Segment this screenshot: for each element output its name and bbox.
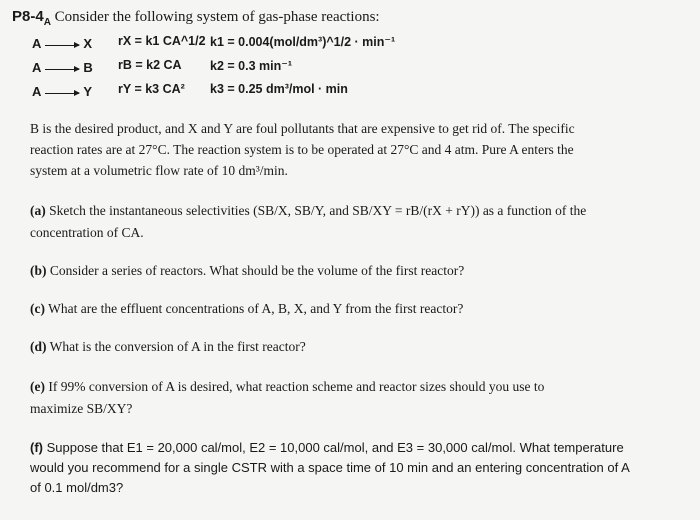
reaction-2: A B bbox=[32, 60, 93, 75]
rate-constant-2: k2 = 0.3 min⁻¹ bbox=[210, 59, 292, 73]
reaction-arrow bbox=[45, 93, 79, 94]
question-e: (e) If 99% conversion of A is desired, what reaction scheme and reactor sizes should you use to maximize SB/XY? bbox=[30, 379, 545, 416]
question-f: (f) Suppose that E1 = 20,000 cal/mol, E2 = 10,000 cal/mol, and E3 = 30,000 cal/mol. What temperature would you recommend for a single CSTR with a space time of 10 min and an entering concentration of A of 0.1 mol/dm3? bbox=[30, 440, 630, 495]
rate-law-3: rY = k3 CA² bbox=[118, 82, 185, 96]
rate-law-1: rX = k1 CA^1/2 bbox=[118, 34, 206, 48]
rate-constant-3: k3 = 0.25 dm³/mol · min bbox=[210, 82, 348, 96]
rate-constant-1: k1 = 0.004(mol/dm³)^1/2 · min⁻¹ bbox=[210, 35, 396, 49]
question-c: (c) What are the effluent concentrations of A, B, X, and Y from the first reactor? bbox=[30, 301, 464, 316]
question-b: (b) Consider a series of reactors. What should be the volume of the first reactor? bbox=[30, 263, 465, 278]
question-a: (a) Sketch the instantaneous selectivities (SB/X, SB/Y, and SB/XY = rB/(rX + rY)) as a function of the concentration of CA. bbox=[30, 203, 587, 240]
question-d: (d) What is the conversion of A in the first reactor? bbox=[30, 339, 306, 354]
problem-title bbox=[12, 8, 380, 28]
reaction-3: A Y bbox=[32, 84, 93, 99]
reaction-1: A X bbox=[32, 36, 93, 51]
reaction-arrow bbox=[45, 69, 79, 70]
reaction-arrow bbox=[45, 45, 79, 46]
problem-description: B is the desired product, and X and Y are foul pollutants that are expensive to get rid of. The specific reaction rates are at 27°C. The reaction system is to be operated at 27°C and 4 atm. Pure A enters the system at a volumetric flow rate of 10 dm³/min. bbox=[30, 121, 575, 178]
problem-code: $P8-4_A$ bbox=[12, 8, 51, 28]
problem-title-text: Consider the following system of gas-phase reactions: bbox=[54, 9, 380, 25]
rate-law-2: rB = k2 CA bbox=[118, 58, 182, 72]
